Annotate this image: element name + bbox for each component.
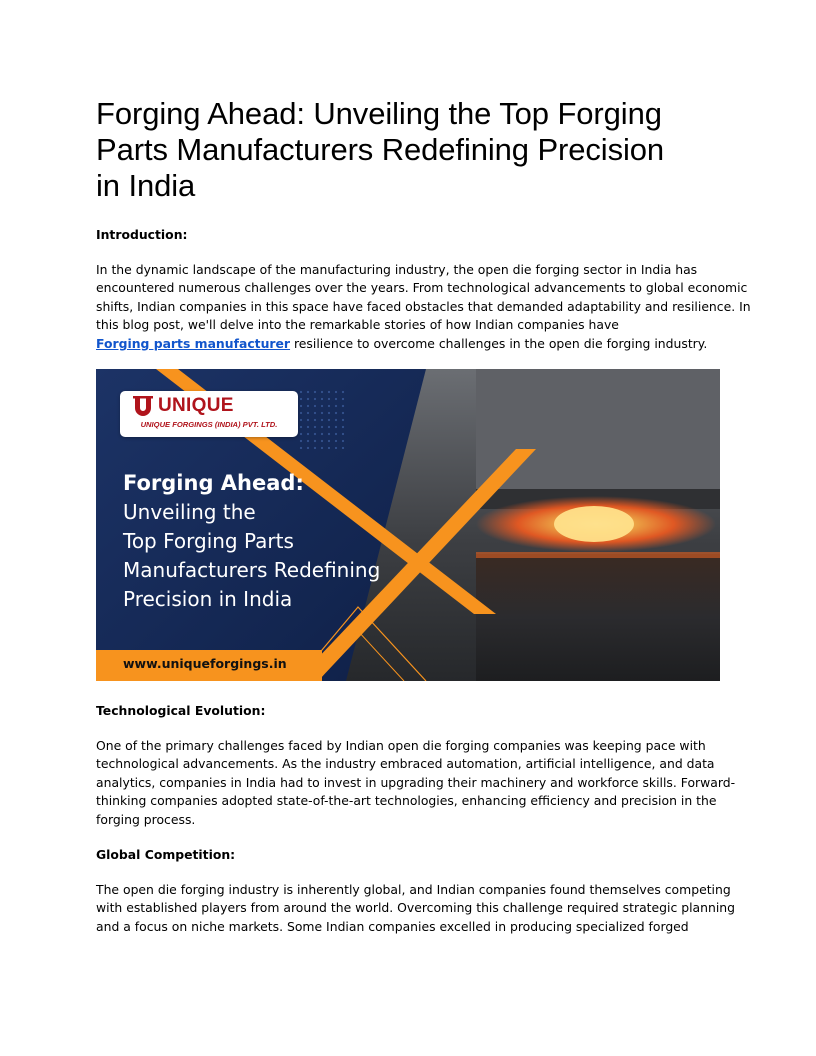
banner-image xyxy=(96,369,720,681)
global-line: with established players from around the world. Overcoming this challenge required strategic planning xyxy=(96,900,735,916)
banner-line: Manufacturers Redefining xyxy=(123,558,381,582)
tech-line: analytics, companies in India had to invest in upgrading their machinery and workforce skills. Forward- xyxy=(96,774,736,790)
intro-line-tail: resilience to overcome challenges in the open die forging industry. xyxy=(290,335,708,351)
banner-line: Unveiling the xyxy=(123,500,256,524)
tech-line: One of the primary challenges faced by Indian open die forging companies was keeping pace with xyxy=(96,738,706,753)
banner-headline: Forging Ahead: xyxy=(123,471,304,495)
tech-paragraph xyxy=(96,737,746,829)
dot-pattern xyxy=(296,389,348,449)
website-bar xyxy=(96,650,322,681)
banner-line: Top Forging Parts xyxy=(123,529,294,553)
tech-heading: Technological Evolution: xyxy=(96,703,266,718)
page-title xyxy=(96,96,720,204)
intro-line-with-link xyxy=(96,335,746,353)
company-logo xyxy=(120,391,298,437)
intro-heading: Introduction: xyxy=(96,227,188,242)
document-page xyxy=(96,96,720,204)
logo-subtitle: UNIQUE FORGINGS (INDIA) PVT. LTD. xyxy=(140,420,278,429)
anvil xyxy=(476,554,720,681)
tech-line: forging process. xyxy=(96,811,196,827)
intro-line: this blog post, we'll delve into the remarkable stories of how Indian companies have xyxy=(96,317,619,333)
intro-paragraph xyxy=(96,261,751,353)
title-line: in India xyxy=(96,168,196,203)
intro-line: shifts, Indian companies in this space have faced obstacles that demanded adaptability and resilience. In xyxy=(96,298,751,314)
global-line: The open die forging industry is inherently global, and Indian companies found themselves competing xyxy=(96,882,731,897)
title-line: Forging Ahead: Unveiling the Top Forging xyxy=(96,96,662,131)
website-url: www.uniqueforgings.in xyxy=(123,656,287,671)
global-line: and a focus on niche markets. Some Indian companies excelled in producing specialized forged xyxy=(96,918,689,934)
banner-line: Precision in India xyxy=(123,587,293,611)
hot-metal xyxy=(554,506,634,542)
global-heading: Global Competition: xyxy=(96,847,236,862)
tech-line: technological advancements. As the industry embraced automation, artificial intelligence, and data xyxy=(96,756,715,772)
intro-line: encountered numerous challenges over the years. From technological advancements to global economic xyxy=(96,280,748,296)
title-line: Parts Manufacturers Redefining Precision xyxy=(96,132,665,167)
global-paragraph xyxy=(96,881,746,936)
intro-section xyxy=(96,226,736,244)
global-section xyxy=(96,846,736,864)
intro-line: In the dynamic landscape of the manufacturing industry, the open die forging sector in India has xyxy=(96,262,698,277)
anvil-glow-edge xyxy=(476,552,720,558)
banner-subheadline xyxy=(123,498,380,614)
tech-section xyxy=(96,702,736,720)
unique-logo-mark-icon xyxy=(132,395,154,417)
tech-line: thinking companies adopted state-of-the-art technologies, enhancing efficiency and precision in the xyxy=(96,793,717,809)
forging-parts-manufacturer-link[interactable]: Forging parts manufacturer xyxy=(96,335,291,351)
logo-word: UNIQUE xyxy=(158,395,234,416)
